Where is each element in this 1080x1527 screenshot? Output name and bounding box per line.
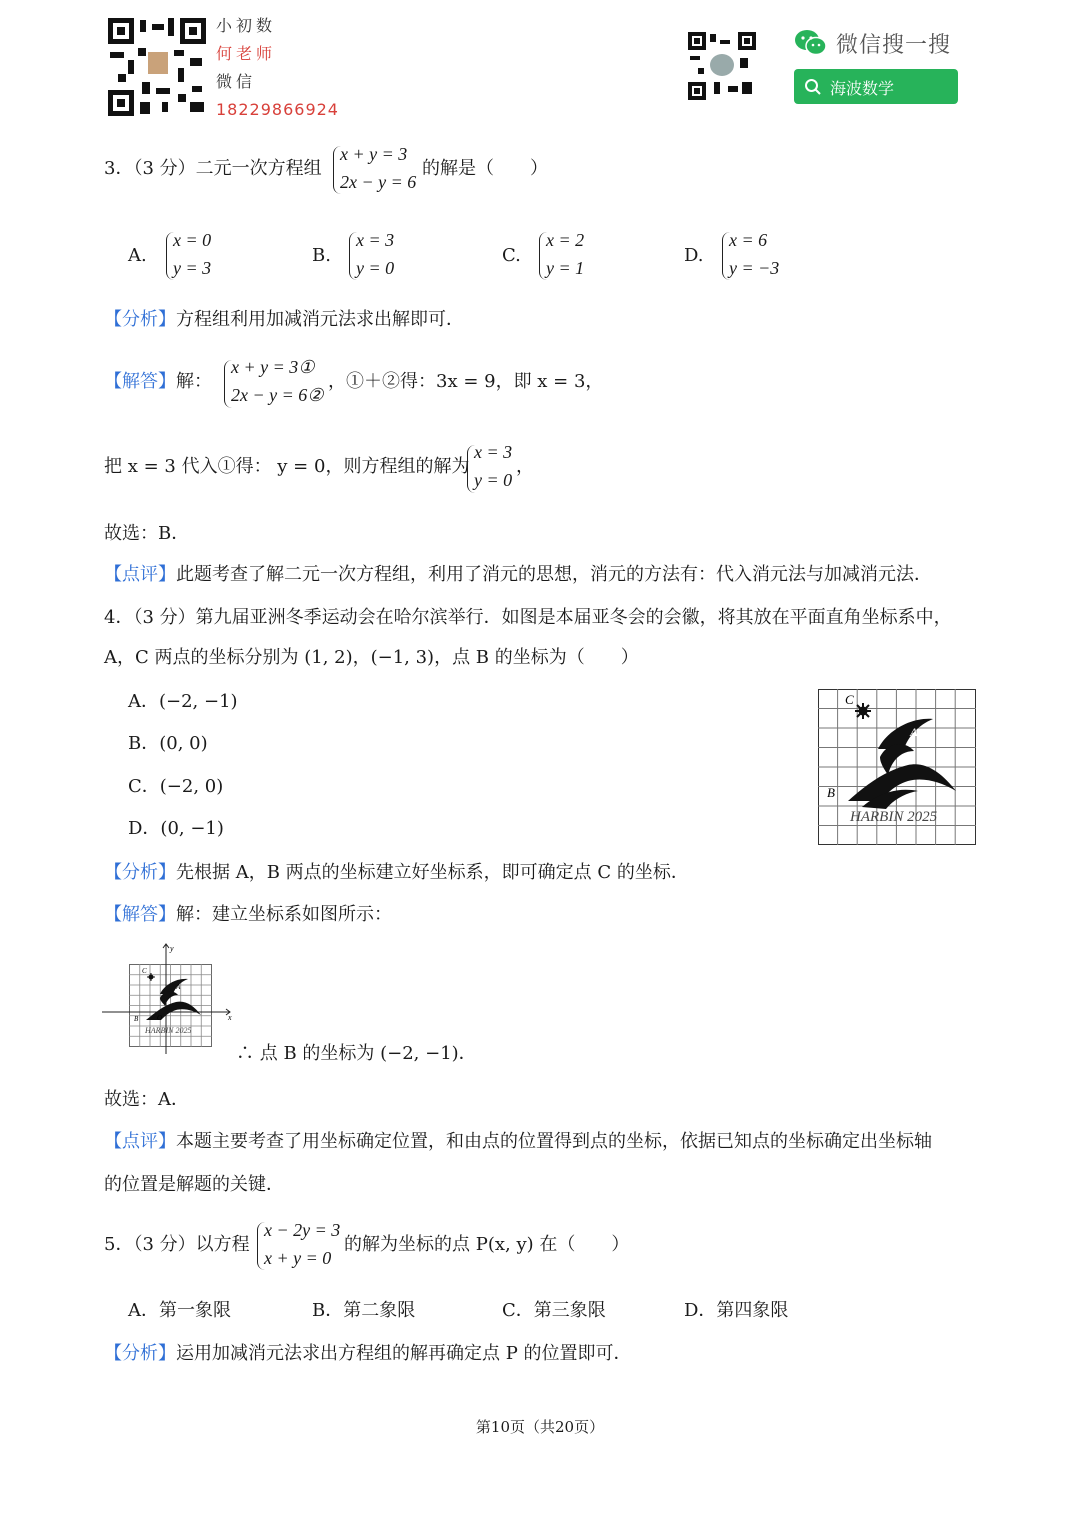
- q5-stem-prefix: 5．（3 分）以方程: [104, 1234, 250, 1255]
- q4-comment-line1: [104, 1130, 932, 1154]
- qr-code-right: [688, 32, 756, 100]
- q4-answer-tag: 【解答】: [104, 904, 176, 925]
- small-fig-harbin: HARBIN 2025: [145, 1026, 192, 1035]
- small-fig-c: C: [142, 967, 147, 975]
- search-icon: [804, 78, 822, 96]
- q3-sub-eq2: y = 0: [474, 470, 513, 490]
- q4-stem-line1: 4．（3 分）第九届亚洲冬季运动会在哈尔滨举行．如图是本届亚冬会的会徽，将其放在平面直角坐标系中，: [104, 607, 952, 628]
- q3-option-c-line1: x = 2: [546, 230, 585, 250]
- q3-option-a-label: A.: [128, 245, 147, 266]
- q3-analysis: [104, 308, 464, 332]
- teacher-contact: [216, 12, 339, 124]
- q4-option-a: A．(−2, −1): [128, 691, 238, 712]
- q5-option-b: B．第二象限: [312, 1300, 416, 1321]
- wechat-icon: [794, 28, 828, 58]
- emblem-label-b: B: [827, 785, 835, 800]
- emblem-label-c: C: [845, 692, 854, 707]
- q4-option-d: D．(0, −1): [128, 818, 224, 839]
- q4-option-b: B．(0, 0): [128, 733, 208, 754]
- emblem-athlete: [848, 719, 956, 809]
- q3-comment-tag: 【点评】: [104, 564, 176, 585]
- q3-option-a-line1: x = 0: [173, 230, 212, 250]
- wechat-search-header: [794, 28, 964, 58]
- emblem-label-a: A: [910, 725, 918, 739]
- q3-answer-after: ，①＋②得：3x = 9，即 x = 3，: [328, 371, 604, 392]
- q3-comment-text: 此题考查了解二元一次方程组，利用了消元的思想，消元的方法有：代入消元法与加减消元法．: [176, 564, 932, 585]
- q3-analysis-text: 方程组利用加减消元法求出解即可．: [176, 309, 464, 330]
- q5-option-c: C．第三象限: [502, 1300, 606, 1321]
- q5-system-eq1: x − 2y = 3: [264, 1220, 341, 1240]
- q3-answer: [104, 370, 212, 394]
- wechat-search-title: 微信搜一搜: [836, 33, 952, 58]
- q3-system-eq1: x + y = 3: [340, 144, 408, 164]
- contact-phone: 18229866924: [216, 100, 339, 119]
- contact-line-3: 微信: [216, 72, 257, 91]
- q3-answer-tag: 【解答】: [104, 371, 176, 392]
- small-fig-o: O: [157, 1014, 163, 1022]
- q4-emblem-grid-figure: [818, 689, 976, 845]
- contact-line-2: 何老师: [216, 44, 277, 63]
- search-account-label: 海波数学: [830, 79, 895, 98]
- q3-analysis-tag: 【分析】: [104, 309, 176, 330]
- q3-comment: [104, 563, 932, 587]
- contact-line-1: 小初数: [216, 16, 277, 35]
- small-fig-y: y: [170, 944, 174, 953]
- page-number: 第10页（共20页）: [475, 1418, 605, 1436]
- search-account-button[interactable]: [794, 69, 958, 104]
- q5-analysis: [104, 1342, 632, 1366]
- q4-stem-line2: A，C 两点的坐标分别为 (1, 2)，(−1, 3)，点 B 的坐标为（ ）: [104, 647, 639, 668]
- q3-answer-prefix: 解：: [176, 371, 212, 392]
- q3-option-d-line2: y = −3: [729, 258, 780, 278]
- q3-option-b-line2: y = 0: [356, 258, 395, 278]
- small-fig-a: A: [176, 983, 181, 991]
- q3-stem-prefix: 3．（3 分）二元一次方程组: [104, 158, 322, 179]
- q4-answer-text: 解：建立坐标系如图所示：: [176, 904, 392, 925]
- q3-sub-suffix: ，: [516, 456, 534, 477]
- small-snowflake-icon: [147, 973, 155, 981]
- q4-choice: 故选：A．: [104, 1089, 189, 1110]
- q3-system-eq2: 2x − y = 6: [340, 172, 417, 192]
- q4-analysis-text: 先根据 A，B 两点的坐标建立好坐标系，即可确定点 C 的坐标．: [176, 862, 689, 883]
- q3-option-b-label: B.: [312, 245, 331, 266]
- q5-system-eq2: x + y = 0: [264, 1248, 332, 1268]
- q4-analysis-tag: 【分析】: [104, 862, 176, 883]
- small-fig-x: x: [228, 1013, 232, 1022]
- emblem-harbin-text: HARBIN 2025: [850, 809, 938, 825]
- q3-option-d-line1: x = 6: [729, 230, 768, 250]
- q3-answer-eq1: x + y = 3①: [231, 357, 315, 377]
- q3-option-d-label: D.: [684, 245, 704, 266]
- q4-option-c: C．(−2, 0): [128, 776, 224, 797]
- q5-analysis-text: 运用加减消元法求出方程组的解再确定点 P 的位置即可．: [176, 1343, 632, 1364]
- q5-option-a: A．第一象限: [128, 1300, 231, 1321]
- q4-comment-text-1: 本题主要考查了用坐标确定位置，和由点的位置得到点的坐标，依据已知点的坐标确定出坐标轴: [176, 1131, 932, 1152]
- q3-stem-suffix: 的解是（ ）: [422, 158, 548, 179]
- q3-option-c-line2: y = 1: [546, 258, 585, 278]
- snowflake-icon: [855, 703, 871, 719]
- q3-option-b-line1: x = 3: [356, 230, 395, 250]
- q4-analysis: [104, 861, 689, 885]
- qr-code-left: [108, 18, 206, 116]
- q3-substitute: 把 x = 3 代入①得： y = 0，则方程组的解为: [104, 456, 470, 477]
- q4-coordinate-figure: [102, 942, 236, 1054]
- q4-comment-line2: 的位置是解题的关键．: [104, 1174, 284, 1195]
- q3-sub-eq1: x = 3: [474, 442, 513, 462]
- q4-answer: [104, 903, 392, 927]
- q3-option-a-line2: y = 3: [173, 258, 212, 278]
- q4-comment-tag: 【点评】: [104, 1131, 176, 1152]
- q5-option-d: D．第四象限: [684, 1300, 789, 1321]
- q4-conclusion: ∴ 点 B 的坐标为 (−2, −1)．: [236, 1043, 477, 1064]
- small-fig-b: B: [134, 1015, 139, 1023]
- q5-analysis-tag: 【分析】: [104, 1343, 176, 1364]
- q3-choice: 故选：B．: [104, 523, 190, 544]
- q3-option-c-label: C.: [502, 245, 521, 266]
- q3-answer-eq2: 2x − y = 6②: [231, 385, 324, 405]
- q5-stem-suffix: 的解为坐标的点 P(x, y) 在（ ）: [344, 1234, 630, 1255]
